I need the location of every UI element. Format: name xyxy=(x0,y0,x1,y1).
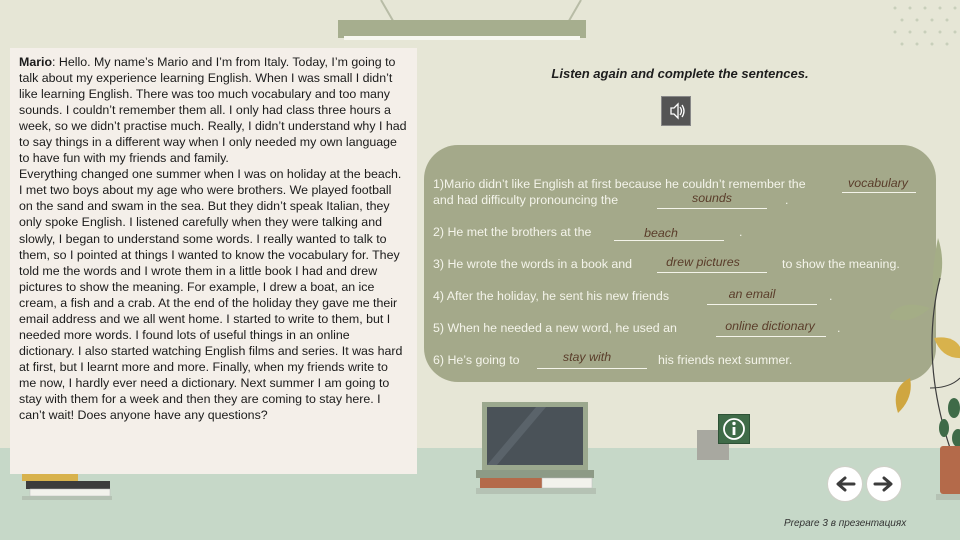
sentence-1b-end: . xyxy=(785,193,789,207)
tv-illustration xyxy=(476,400,596,500)
speaker-icon[interactable] xyxy=(661,96,691,126)
books-illustration xyxy=(22,474,112,500)
footer-note: Prepare 3 в презентациях xyxy=(784,518,907,529)
answer-online-dictionary: online dictionary xyxy=(725,319,815,333)
answer-beach: beach xyxy=(644,226,678,240)
answer-vocabulary: vocabulary xyxy=(848,176,908,190)
corner-decoration xyxy=(885,0,960,50)
speaker-name: Mario xyxy=(19,55,53,69)
instruction-title: Listen again and complete the sentences. xyxy=(551,66,809,81)
prev-button[interactable] xyxy=(828,467,862,501)
answer-stay-with: stay with xyxy=(562,350,612,364)
sentence-6: 6) He’s going to xyxy=(433,353,520,367)
sentence-1a: 1)Mario didn’t like English at first because he couldn’t remember the xyxy=(433,177,806,191)
sentence-4: 4) After the holiday, he sent his new friends xyxy=(433,289,670,303)
passage-paragraph-1 xyxy=(19,54,408,166)
passage-paragraph-2: Everything changed one summer when I was on holiday at the beach. I met two boys about my age who were brothers. We played football on the sand and swam in the sea. But they didn’t speak Italian, they only spoke English. I listened carefully when they were talking and slowly, I began to understand some words. I really wanted to talk to them, so I pointed at things I wanted to know the vocabulary for. They told me the words and I wrote them in a little book I had and drew pictures to show the meaning. For example, I drew a boat, an ice cream, a fish and a crab. At the end of the holiday they gave me their email address and we all went home. I started to write to them, but I needed more words. I found lots of useful things in an online dictionary. I also started watching English films and series. It was hard at first, but I learnt more and more. Finally, when my friends write to me now, I hardly ever need a dictionary. Next summer I am going to stay with them for a week and then they are coming to stay here. I can’t wait! Does anyone have any questions? xyxy=(19,167,403,423)
sentence-2-end: . xyxy=(739,225,743,239)
sentence-1b: and had difficulty pronouncing the xyxy=(433,193,619,207)
sentence-5: 5) When he needed a new word, he used an xyxy=(433,321,677,335)
arrow-right-icon xyxy=(867,467,901,501)
sentence-5-end: . xyxy=(837,321,841,335)
sentence-2: 2) He met the brothers at the xyxy=(433,225,592,239)
next-button[interactable] xyxy=(867,467,901,501)
hanging-shelf-base xyxy=(344,36,580,40)
sentence-6-end: his friends next summer. xyxy=(658,353,793,367)
sentence-3-end: to show the meaning. xyxy=(782,257,900,271)
reading-passage xyxy=(10,48,417,474)
arrow-left-icon xyxy=(828,467,862,501)
answer-drew-pictures: drew pictures xyxy=(666,255,740,269)
passage-text-1: : Hello. My name’s Mario and I’m from Italy. Today, I’m going to talk about my experience learning English. When I was small I didn’t like learning English. There was too much vocabulary and too many sounds. I couldn’t remember them all. I only had class three hours a week, so we didn’t practise much. Really, I didn’t understand why I had to say things in a different way when I only needed my own language to have fun with my friends and family. xyxy=(19,55,407,166)
sentence-4-end: . xyxy=(829,289,833,303)
info-icon[interactable] xyxy=(718,414,750,444)
plant-illustration xyxy=(890,238,960,500)
answer-an-email: an email xyxy=(728,287,776,301)
sentence-3: 3) He wrote the words in a book and xyxy=(433,257,633,271)
answer-sounds: sounds xyxy=(692,191,732,205)
